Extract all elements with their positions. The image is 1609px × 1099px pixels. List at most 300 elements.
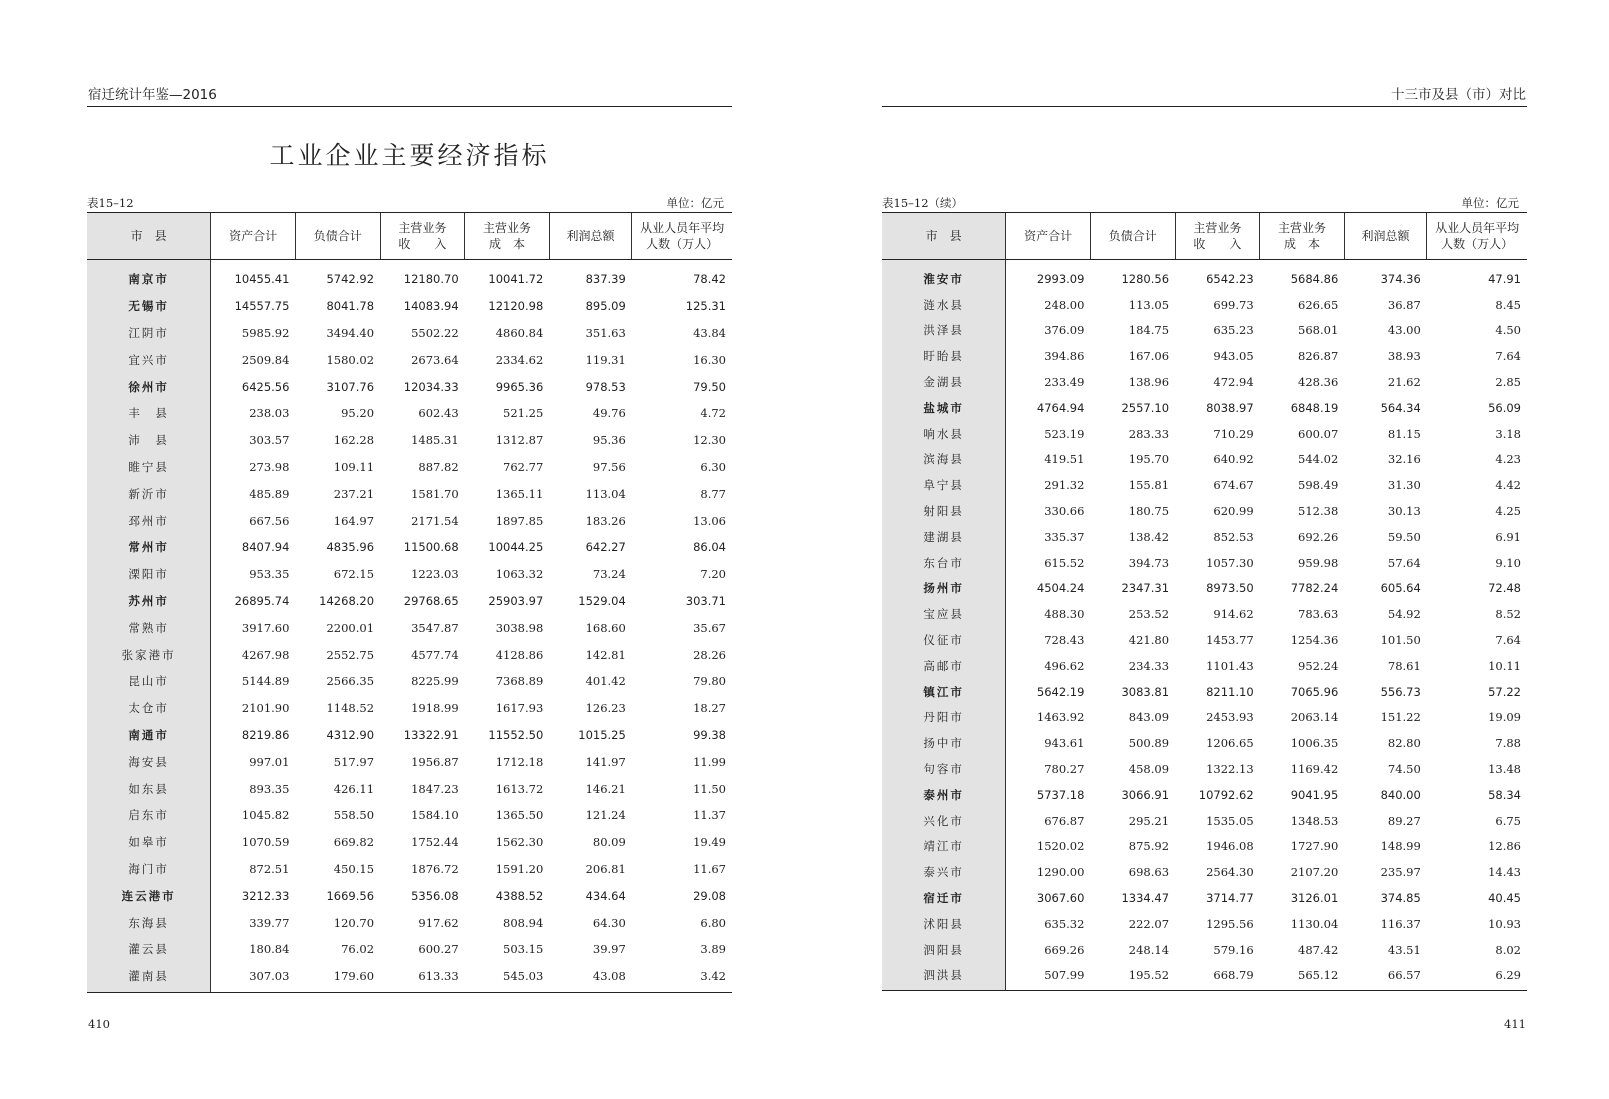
region-name: 无锡市 (87, 293, 211, 320)
table-row-city (87, 722, 732, 749)
page-number: 411 (1504, 1017, 1526, 1031)
value-cell: 7065.96 (1290, 684, 1339, 699)
value-cell: 485.89 (249, 486, 290, 501)
value-cell: 1876.72 (411, 861, 459, 876)
value-cell: 620.99 (1213, 504, 1254, 519)
value-cell: 7.64 (1495, 633, 1521, 648)
unit-label: 单位：亿元 (1461, 196, 1519, 210)
value-cell: 1015.25 (578, 727, 626, 742)
value-cell: 1070.59 (241, 835, 290, 850)
value-cell: 640.92 (1213, 452, 1254, 467)
header-text: 利润总额 (1361, 229, 1410, 243)
value-cell: 351.63 (585, 325, 626, 340)
value-cell: 26895.74 (234, 593, 290, 608)
value-cell: 2453.93 (1206, 710, 1254, 725)
region-name: 泗洪县 (882, 963, 1006, 991)
value-cell: 19.49 (693, 835, 726, 850)
header-text: 人数（万人） (646, 237, 719, 251)
value-cell: 138.42 (1128, 529, 1170, 544)
value-cell: 43.00 (1387, 323, 1421, 338)
value-cell: 28.26 (693, 647, 726, 662)
value-cell: 283.33 (1128, 426, 1170, 441)
value-cell: 893.35 (249, 781, 290, 796)
value-cell: 3083.81 (1121, 684, 1170, 699)
value-cell: 3.42 (632, 963, 732, 992)
value-cell: 179.60 (295, 963, 380, 992)
value-cell: 843.09 (1128, 710, 1170, 725)
region-name: 射阳县 (882, 498, 1006, 524)
region-name: 沭阳县 (882, 911, 1006, 937)
value-cell: 146.21 (585, 781, 626, 796)
value-cell: 78.61 (1387, 658, 1421, 673)
value-cell: 4.23 (1495, 452, 1521, 467)
region-name: 泰州市 (882, 782, 1006, 808)
header-text: 市 县 (130, 229, 167, 243)
value-cell: 54.92 (1387, 607, 1421, 622)
column-header (1006, 213, 1091, 260)
region-name: 连云港市 (87, 882, 211, 909)
value-cell: 872.51 (249, 861, 290, 876)
value-cell: 141.97 (585, 754, 626, 769)
value-cell: 1101.43 (1206, 658, 1254, 673)
region-name: 扬中市 (882, 730, 1006, 756)
table-row-county (882, 550, 1527, 576)
value-cell: 487.42 (1298, 942, 1339, 957)
value-cell: 8.52 (1495, 607, 1521, 622)
region-name: 如皋市 (87, 829, 211, 856)
value-cell: 1045.82 (241, 808, 290, 823)
region-name: 镇江市 (882, 679, 1006, 705)
value-cell: 29768.65 (403, 593, 459, 608)
value-cell: 121.24 (585, 808, 626, 823)
column-header (1090, 213, 1175, 260)
table-row-county (87, 963, 732, 992)
value-cell: 11.99 (693, 754, 726, 769)
value-cell: 3066.91 (1121, 787, 1170, 802)
value-cell: 43.08 (549, 963, 632, 992)
value-cell: 943.05 (1213, 349, 1254, 364)
value-cell: 66.57 (1344, 963, 1427, 991)
value-cell: 428.36 (1298, 375, 1339, 390)
value-cell: 635.32 (1044, 916, 1085, 931)
value-cell: 1057.30 (1206, 555, 1254, 570)
value-cell: 523.19 (1044, 426, 1085, 441)
value-cell: 40.45 (1488, 891, 1521, 906)
region-name: 常州市 (87, 534, 211, 561)
region-name: 涟水县 (882, 292, 1006, 318)
page-title: 工业企业主要经济指标 (269, 141, 550, 170)
value-cell: 943.61 (1044, 736, 1085, 751)
value-cell: 434.64 (585, 888, 626, 903)
value-cell: 8.77 (700, 486, 726, 501)
table-row-city (882, 576, 1527, 602)
region-name: 常熟市 (87, 614, 211, 641)
value-cell: 36.87 (1387, 297, 1421, 312)
table-row-county (87, 775, 732, 802)
value-cell: 837.39 (585, 272, 626, 287)
value-cell: 3212.33 (241, 888, 290, 903)
region-name: 仪征市 (882, 627, 1006, 653)
table-row-county (882, 447, 1527, 473)
value-cell: 2566.35 (326, 674, 375, 689)
header-text: 从业人员年平均 (640, 221, 725, 235)
value-cell: 2.85 (1495, 375, 1521, 390)
value-cell: 2334.62 (495, 352, 544, 367)
table-row-county (87, 936, 732, 963)
region-name: 句容市 (882, 756, 1006, 782)
header-text: 利润总额 (566, 229, 615, 243)
value-cell: 2509.84 (241, 352, 290, 367)
header-text: 收 入 (1193, 237, 1242, 251)
column-header (1344, 213, 1427, 260)
value-cell: 13.06 (693, 513, 726, 528)
value-cell: 8211.10 (1206, 684, 1254, 699)
value-cell: 635.23 (1213, 323, 1254, 338)
value-cell: 4312.90 (326, 727, 375, 742)
value-cell: 1365.11 (495, 486, 544, 501)
value-cell: 138.96 (1128, 375, 1170, 390)
value-cell: 12.86 (1488, 839, 1521, 854)
table-row-county (882, 292, 1527, 318)
value-cell: 568.01 (1298, 323, 1339, 338)
table-row-county (882, 653, 1527, 679)
page-number: 410 (88, 1017, 110, 1031)
value-cell: 1485.31 (411, 433, 459, 448)
value-cell: 1752.44 (411, 835, 459, 850)
value-cell: 97.56 (592, 459, 626, 474)
value-cell: 57.22 (1488, 684, 1521, 699)
value-cell: 1613.72 (495, 781, 544, 796)
value-cell: 4388.52 (495, 888, 544, 903)
value-cell: 472.94 (1213, 375, 1254, 390)
value-cell: 2993.09 (1036, 271, 1085, 286)
table-row-county (87, 320, 732, 347)
value-cell: 5502.22 (411, 325, 459, 340)
value-cell: 12120.98 (488, 299, 544, 314)
region-name: 徐州市 (87, 373, 211, 400)
region-name: 滨海县 (882, 447, 1006, 473)
value-cell: 1847.23 (411, 781, 459, 796)
table-row-county (87, 909, 732, 936)
value-cell: 1918.99 (411, 701, 459, 716)
value-cell: 116.37 (1380, 916, 1421, 931)
value-cell: 82.80 (1387, 736, 1421, 751)
indicator-table-continued (882, 212, 1527, 991)
region-name: 高邮市 (882, 653, 1006, 679)
value-cell: 4.25 (1495, 504, 1521, 519)
value-cell: 496.62 (1044, 658, 1085, 673)
column-header-region (882, 213, 1006, 260)
value-cell: 142.81 (585, 647, 626, 662)
table-row-county (882, 808, 1527, 834)
value-cell: 4267.98 (241, 647, 290, 662)
value-cell: 2200.01 (326, 620, 375, 635)
value-cell: 517.97 (333, 754, 375, 769)
running-header (882, 86, 1527, 107)
header-text: 主营业务 (398, 221, 447, 235)
table-row-county (882, 524, 1527, 550)
value-cell: 1591.20 (495, 861, 544, 876)
value-cell: 3126.01 (1290, 891, 1339, 906)
column-header (465, 213, 550, 260)
value-cell: 5737.18 (1036, 787, 1085, 802)
value-cell: 339.77 (249, 915, 290, 930)
value-cell: 544.02 (1298, 452, 1339, 467)
value-cell: 6848.19 (1290, 400, 1339, 415)
value-cell: 1453.77 (1206, 633, 1254, 648)
column-header (295, 213, 380, 260)
value-cell: 14557.75 (234, 299, 290, 314)
value-cell: 458.09 (1128, 762, 1170, 777)
value-cell: 3917.60 (241, 620, 290, 635)
header-text: 主营业务 (482, 221, 531, 235)
header-text: 从业人员年平均 (1435, 221, 1520, 235)
table-row-county (87, 427, 732, 454)
table-row-county (882, 705, 1527, 731)
value-cell: 2673.64 (411, 352, 459, 367)
value-cell: 58.34 (1488, 787, 1521, 802)
table-row-city (882, 782, 1527, 808)
value-cell: 426.11 (333, 781, 375, 796)
value-cell: 86.04 (693, 540, 726, 555)
value-cell: 120.70 (333, 915, 375, 930)
value-cell: 64.30 (592, 915, 626, 930)
region-name: 沛 县 (87, 427, 211, 454)
table-tag: 表15–12 (87, 196, 134, 210)
value-cell: 8.02 (1495, 942, 1521, 957)
value-cell: 3.18 (1495, 426, 1521, 441)
value-cell: 11500.68 (403, 540, 459, 555)
value-cell: 5144.89 (241, 674, 290, 689)
value-cell: 78.42 (693, 272, 726, 287)
header-text: 资产合计 (1024, 229, 1073, 243)
value-cell: 180.75 (1128, 504, 1170, 519)
value-cell: 2552.75 (326, 647, 375, 662)
value-cell: 2171.54 (411, 513, 459, 528)
value-cell: 5356.08 (411, 888, 459, 903)
value-cell: 76.02 (341, 942, 375, 957)
value-cell: 8225.99 (411, 674, 459, 689)
value-cell: 79.80 (693, 674, 726, 689)
value-cell: 1280.56 (1121, 271, 1170, 286)
value-cell: 394.86 (1044, 349, 1085, 364)
value-cell: 1584.10 (411, 808, 459, 823)
region-name: 淮安市 (882, 260, 1006, 292)
value-cell: 887.82 (418, 459, 459, 474)
value-cell: 917.62 (418, 915, 459, 930)
value-cell: 1562.30 (495, 835, 544, 850)
table-row-county (87, 641, 732, 668)
table-row-county (882, 859, 1527, 885)
value-cell: 500.89 (1128, 736, 1170, 751)
value-cell: 21.62 (1387, 375, 1421, 390)
value-cell: 2564.30 (1206, 865, 1254, 880)
value-cell: 4128.86 (495, 647, 544, 662)
value-cell: 180.84 (249, 942, 290, 957)
value-cell: 57.64 (1387, 555, 1421, 570)
value-cell: 235.97 (1380, 865, 1421, 880)
region-name: 丰 县 (87, 400, 211, 427)
value-cell: 233.49 (1044, 375, 1085, 390)
value-cell: 3494.40 (326, 325, 375, 340)
value-cell: 206.81 (585, 861, 626, 876)
value-cell: 1290.00 (1036, 865, 1085, 880)
value-cell: 676.87 (1044, 813, 1085, 828)
value-cell: 512.38 (1298, 504, 1339, 519)
value-cell: 1669.56 (326, 888, 375, 903)
table-row-county (882, 343, 1527, 369)
value-cell: 43.84 (693, 325, 726, 340)
table-row-city (87, 588, 732, 615)
region-name: 启东市 (87, 802, 211, 829)
region-name: 灌南县 (87, 963, 211, 992)
value-cell: 5642.19 (1036, 684, 1085, 699)
table-row-county (87, 454, 732, 481)
value-cell: 4504.24 (1036, 581, 1085, 596)
value-cell: 47.91 (1488, 271, 1521, 286)
value-cell: 8219.86 (241, 727, 290, 742)
value-cell: 669.26 (1044, 942, 1085, 957)
value-cell: 503.15 (503, 942, 544, 957)
value-cell: 162.28 (333, 433, 375, 448)
column-header (1175, 213, 1260, 260)
region-name: 盱眙县 (882, 343, 1006, 369)
header-text: 主营业务 (1193, 221, 1242, 235)
value-cell: 4.72 (700, 406, 726, 421)
value-cell: 29.08 (693, 888, 726, 903)
value-cell: 895.09 (585, 299, 626, 314)
table-row-county (882, 627, 1527, 653)
value-cell: 95.36 (592, 433, 626, 448)
region-name: 睢宁县 (87, 454, 211, 481)
value-cell: 875.92 (1128, 839, 1170, 854)
value-cell: 12034.33 (403, 379, 459, 394)
table-row-county (87, 561, 732, 588)
region-name: 丹阳市 (882, 705, 1006, 731)
value-cell: 18.27 (693, 701, 726, 716)
region-name: 靖江市 (882, 834, 1006, 860)
column-header (549, 213, 632, 260)
region-name: 泗阳县 (882, 937, 1006, 963)
value-cell: 291.32 (1044, 478, 1085, 493)
region-name: 扬州市 (882, 576, 1006, 602)
value-cell: 59.50 (1387, 529, 1421, 544)
value-cell: 30.13 (1387, 504, 1421, 519)
value-cell: 5684.86 (1290, 271, 1339, 286)
value-cell: 1206.65 (1206, 736, 1254, 751)
region-name: 海门市 (87, 856, 211, 883)
value-cell: 1946.08 (1206, 839, 1254, 854)
value-cell: 237.21 (333, 486, 375, 501)
value-cell: 125.31 (685, 299, 726, 314)
value-cell: 10041.72 (488, 272, 544, 287)
region-name: 南通市 (87, 722, 211, 749)
value-cell: 73.24 (592, 567, 626, 582)
value-cell: 113.05 (1128, 297, 1170, 312)
value-cell: 19.09 (1488, 710, 1521, 725)
value-cell: 39.97 (592, 942, 626, 957)
value-cell: 167.06 (1128, 349, 1170, 364)
value-cell: 667.56 (249, 513, 290, 528)
table-row-city (87, 293, 732, 320)
value-cell: 2063.14 (1290, 710, 1339, 725)
value-cell: 698.63 (1128, 865, 1170, 880)
table-row-county (882, 472, 1527, 498)
value-cell: 394.73 (1128, 555, 1170, 570)
value-cell: 488.30 (1044, 607, 1085, 622)
value-cell: 9965.36 (495, 379, 544, 394)
value-cell: 12.30 (693, 433, 726, 448)
value-cell: 295.21 (1128, 813, 1170, 828)
value-cell: 8038.97 (1206, 400, 1254, 415)
region-name: 江阴市 (87, 320, 211, 347)
value-cell: 826.87 (1298, 349, 1339, 364)
value-cell: 780.27 (1044, 762, 1085, 777)
value-cell: 3067.60 (1036, 891, 1085, 906)
value-cell: 10.11 (1488, 658, 1521, 673)
value-cell: 978.53 (585, 379, 626, 394)
value-cell: 56.09 (1488, 400, 1521, 415)
value-cell: 1348.53 (1290, 813, 1339, 828)
region-name: 盐城市 (882, 395, 1006, 421)
value-cell: 164.97 (333, 513, 375, 528)
value-cell: 3.89 (700, 942, 726, 957)
value-cell: 1529.04 (578, 593, 626, 608)
value-cell: 783.63 (1298, 607, 1339, 622)
header-text: 市 县 (925, 229, 962, 243)
value-cell: 126.23 (585, 701, 626, 716)
table-row-city (87, 373, 732, 400)
value-cell: 183.26 (585, 513, 626, 528)
table-row-county (882, 730, 1527, 756)
value-cell: 1148.52 (326, 701, 375, 716)
value-cell: 642.27 (585, 540, 626, 555)
value-cell: 9.10 (1495, 555, 1521, 570)
value-cell: 852.53 (1213, 529, 1254, 544)
table-row-county (87, 480, 732, 507)
value-cell: 8.45 (1495, 297, 1521, 312)
table-row-county (87, 668, 732, 695)
value-cell: 80.09 (592, 835, 626, 850)
value-cell: 184.75 (1128, 323, 1170, 338)
value-cell: 840.00 (1380, 787, 1421, 802)
value-cell: 401.42 (585, 674, 626, 689)
value-cell: 14083.94 (403, 299, 459, 314)
value-cell: 74.50 (1387, 762, 1421, 777)
value-cell: 4764.94 (1036, 400, 1085, 415)
value-cell: 38.93 (1387, 349, 1421, 364)
region-name: 邳州市 (87, 507, 211, 534)
header-text: 负债合计 (1108, 229, 1157, 243)
value-cell: 168.60 (585, 620, 626, 635)
table-row-city (882, 679, 1527, 705)
table-header-row (87, 213, 732, 260)
value-cell: 72.48 (1488, 581, 1521, 596)
value-cell: 615.52 (1044, 555, 1085, 570)
region-name: 洪泽县 (882, 318, 1006, 344)
value-cell: 148.99 (1380, 839, 1421, 854)
value-cell: 598.49 (1298, 478, 1339, 493)
value-cell: 113.04 (585, 486, 626, 501)
value-cell: 374.85 (1380, 891, 1421, 906)
value-cell: 25903.97 (488, 593, 544, 608)
value-cell: 1727.90 (1290, 839, 1339, 854)
value-cell: 1334.47 (1121, 891, 1170, 906)
value-cell: 1063.32 (495, 567, 544, 582)
value-cell: 672.15 (333, 567, 375, 582)
region-name: 海安县 (87, 748, 211, 775)
value-cell: 99.38 (693, 727, 726, 742)
